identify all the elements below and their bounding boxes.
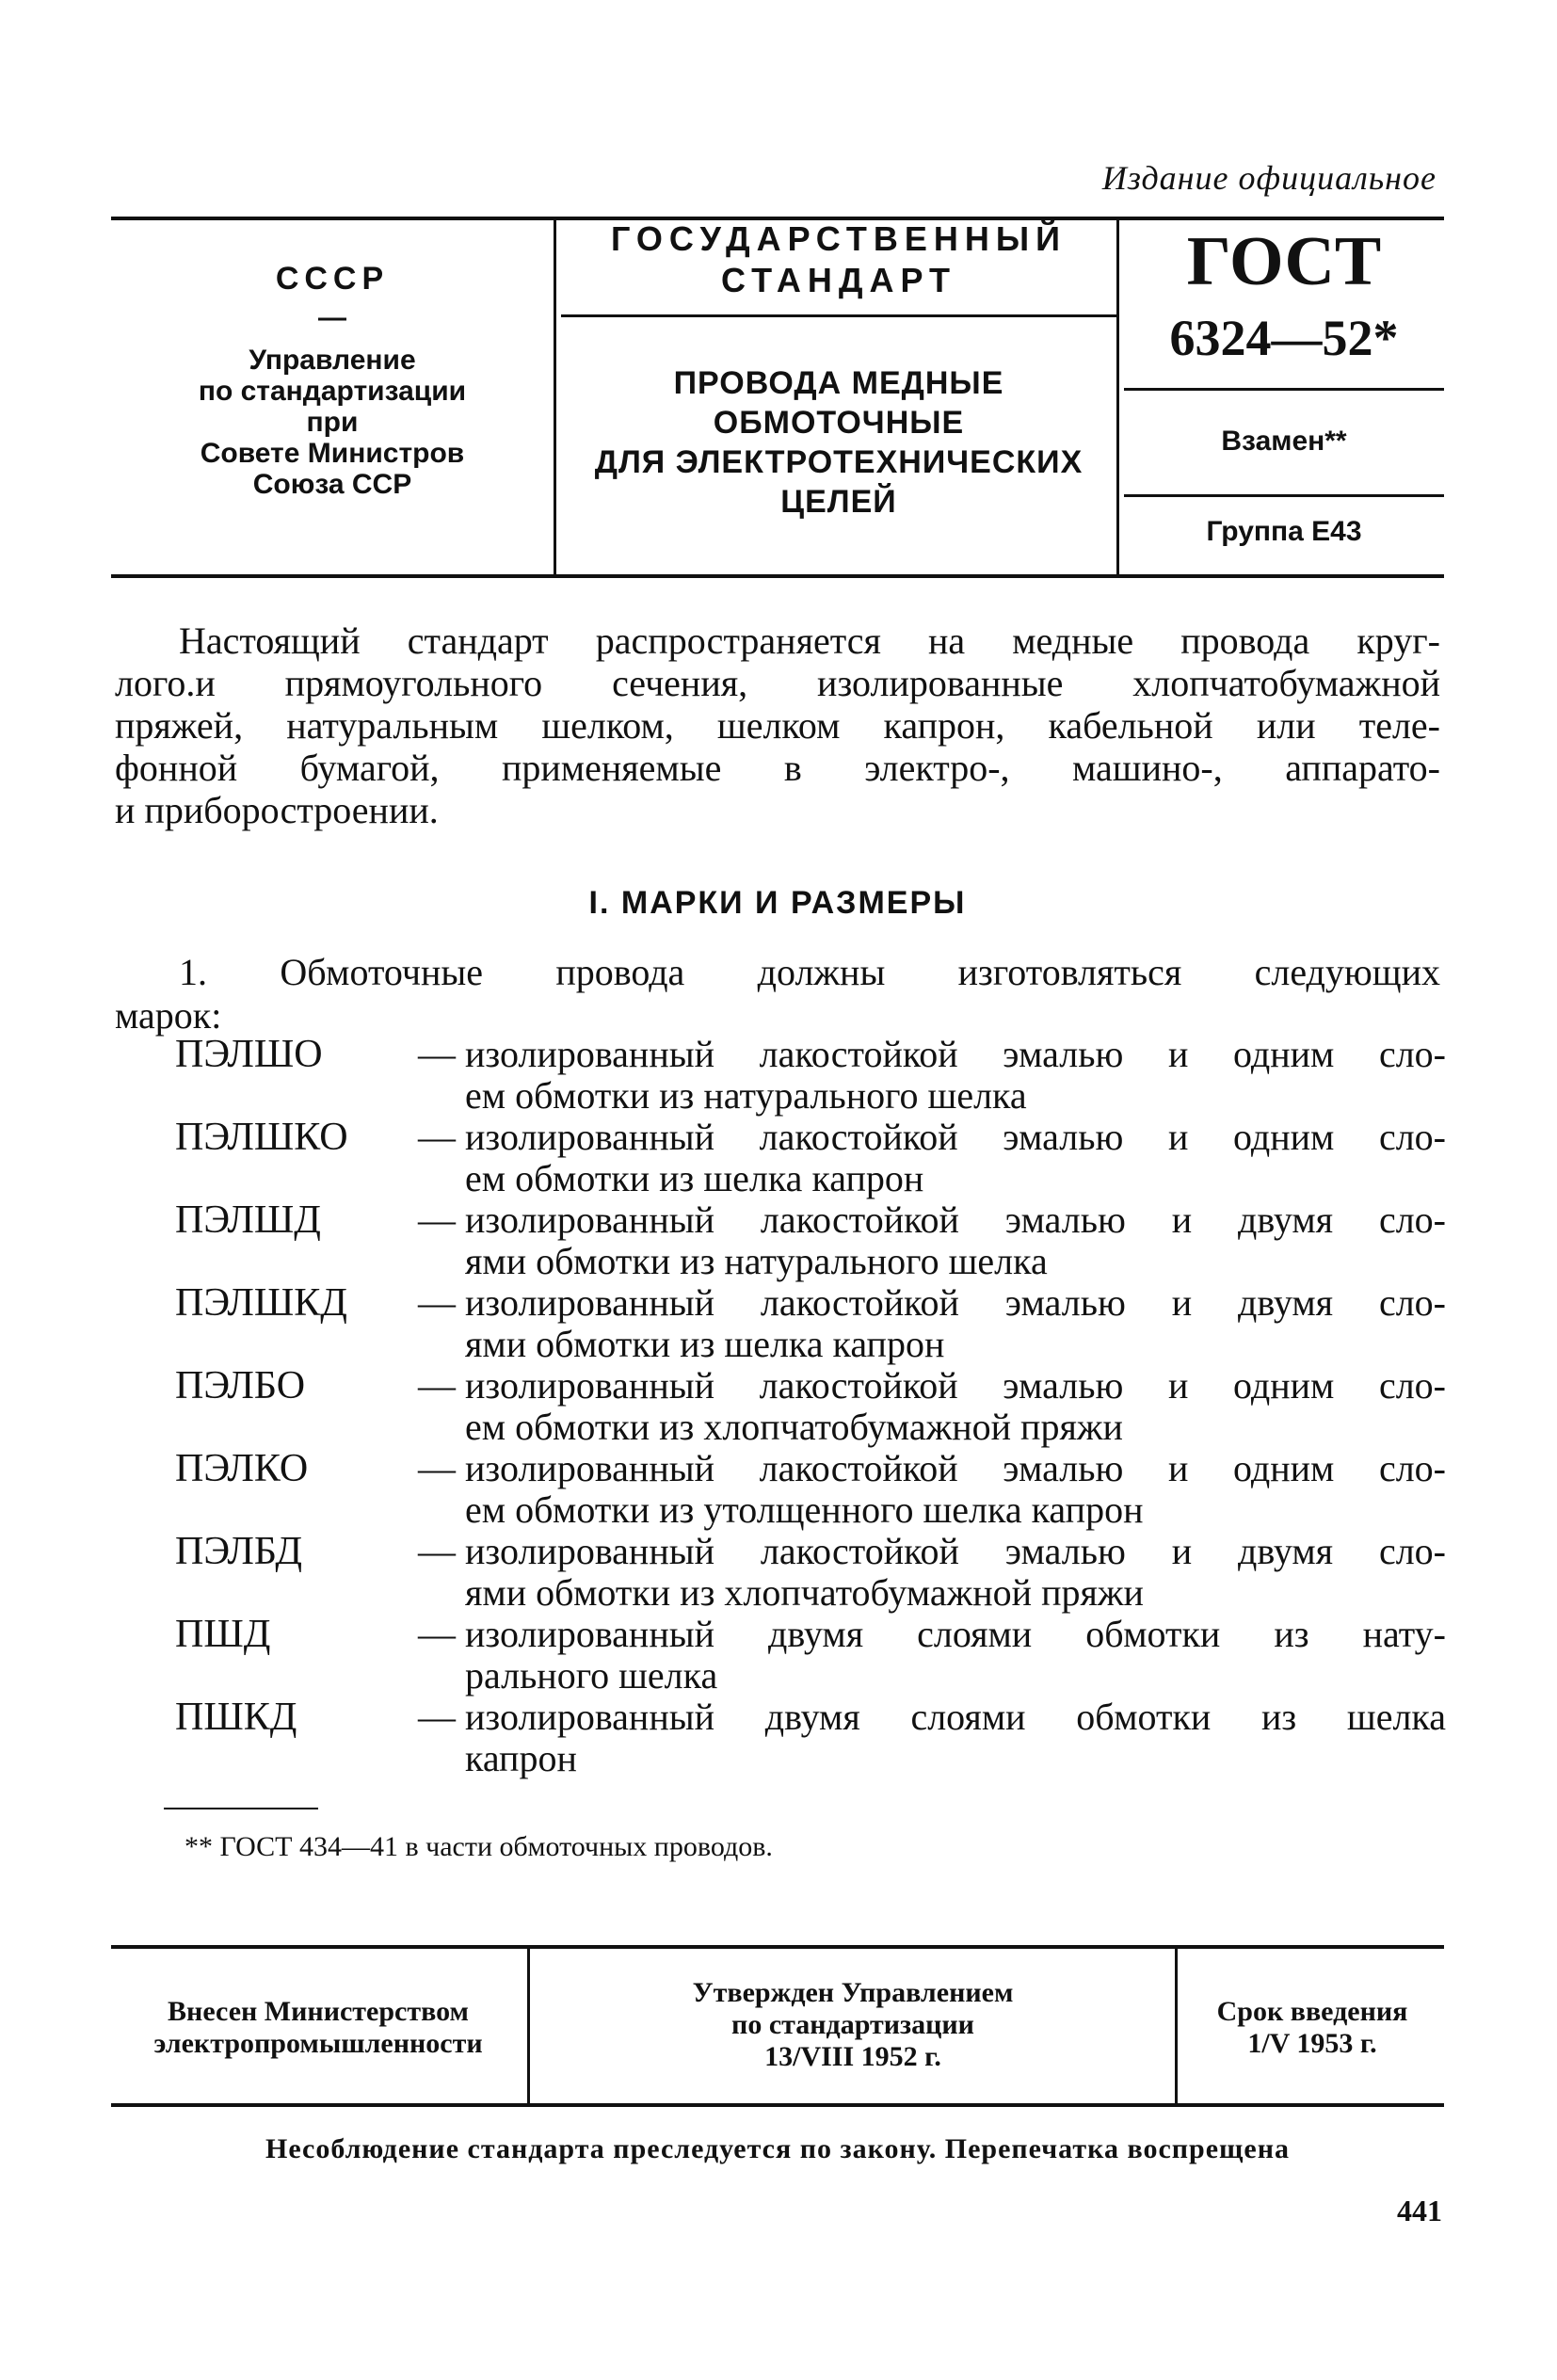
country-dash: — <box>318 302 346 333</box>
introduced-by-line: Внесен Министерством <box>168 1996 469 2027</box>
subject-line: ЦЕЛЕЙ <box>780 484 897 520</box>
mark-description-line: изолированный двумя слоями обмотки из нату- <box>465 1613 1446 1655</box>
mark-dash: — <box>418 1364 456 1407</box>
header-divider-left <box>554 217 556 576</box>
effective-date <box>1180 1996 1444 2060</box>
gost-number: 6324—52* <box>1169 310 1399 366</box>
mark-code: ПШКД <box>175 1696 297 1739</box>
mark-description-line: изолированный лакостойкой эмалью и одним сло- <box>465 1447 1446 1489</box>
authority-line: Управление <box>249 345 416 376</box>
mark-code: ПЭЛШД <box>175 1198 321 1242</box>
intro-line: и приборостроении. <box>115 789 439 831</box>
authority-line: Союза ССР <box>252 469 412 500</box>
footnote: ** ГОСТ 434—41 в части обмоточных проводов. <box>185 1831 773 1862</box>
legal-notice: Несоблюдение стандарта преследуется по закону. Перепечатка воспрещена <box>265 2133 1290 2164</box>
mark-dash: — <box>418 1198 456 1241</box>
intro-line: лого.и прямоугольного сечения, изолированные хлопчатобумажной <box>115 662 1440 704</box>
intro-line: пряжей, натуральным шелком, шелком капрон, кабельной или теле- <box>115 704 1440 747</box>
mark-description-line: рального шелка <box>465 1654 718 1697</box>
mark-description <box>465 1282 1446 1365</box>
mark-description-line: капрон <box>465 1737 577 1779</box>
group-label: Группа Е43 <box>1206 516 1362 547</box>
clause-1-line: 1. Обмоточные провода должны изготовляться следующих <box>179 951 1440 993</box>
bottom-divider-right <box>1175 1945 1178 2107</box>
replaces-label: Взамен** <box>1221 426 1347 457</box>
bottom-divider-left <box>527 1945 530 2107</box>
mark-dash: — <box>418 1696 456 1738</box>
mark-description <box>465 1199 1446 1282</box>
standard-subject <box>561 363 1116 522</box>
mark-dash: — <box>418 1116 456 1158</box>
mark-dash: — <box>418 1281 456 1324</box>
effective-date-line: Срок введения <box>1216 1996 1408 2027</box>
introduced-by <box>111 1996 525 2060</box>
mark-description-line: изолированный двумя слоями обмотки из шелка <box>465 1696 1446 1738</box>
mark-description-line: изолированный лакостойкой эмалью и одним сло- <box>465 1033 1446 1075</box>
mark-description-line: ем обмотки из хлопчатобумажной пряжи <box>465 1406 1123 1448</box>
header-middle-rule <box>561 314 1116 317</box>
subject-line: ОБМОТОЧНЫЕ <box>713 405 965 441</box>
standard-type-line: СТАНДАРТ <box>721 261 956 299</box>
section-title: I. МАРКИ И РАЗМЕРЫ <box>588 885 967 921</box>
intro-line: фонной бумагой, применяемые в электро-, машино-, аппарато- <box>115 747 1440 789</box>
mark-description-line: ями обмотки из шелка капрон <box>465 1323 945 1365</box>
country-label: СССР <box>275 261 390 297</box>
mark-code: ПЭЛШКД <box>175 1281 347 1325</box>
authority-line: Совете Министров <box>200 438 465 469</box>
mark-description-line: изолированный лакостойкой эмалью и одним сло- <box>465 1116 1446 1158</box>
introduced-by-line: электропромышленности <box>153 2028 483 2059</box>
mark-description <box>465 1697 1446 1779</box>
mark-description-line: ями обмотки из хлопчатобумажной пряжи <box>465 1571 1144 1614</box>
standard-type <box>561 218 1116 301</box>
mark-dash: — <box>418 1530 456 1572</box>
mark-description <box>465 1448 1446 1531</box>
mark-code: ПЭЛБД <box>175 1530 303 1573</box>
subject-line: ПРОВОДА МЕДНЫЕ <box>673 365 1004 401</box>
mark-description-line: ями обмотки из натурального шелка <box>465 1240 1048 1282</box>
authority-line: при <box>306 407 359 438</box>
intro-line: Настоящий стандарт распространяется на медные провода круг- <box>179 619 1440 662</box>
header-right-rule-1 <box>1124 388 1444 391</box>
mark-description-line: изолированный лакостойкой эмалью и двумя сло- <box>465 1530 1446 1572</box>
mark-description-line: ем обмотки из шелка капрон <box>465 1157 924 1199</box>
mark-description <box>465 1117 1446 1199</box>
mark-description-line: изолированный лакостойкой эмалью и одним сло- <box>465 1364 1446 1407</box>
mark-code: ПЭЛШО <box>175 1033 323 1076</box>
effective-date-line: 1/V 1953 г. <box>1247 2028 1377 2059</box>
mark-dash: — <box>418 1447 456 1489</box>
mark-dash: — <box>418 1613 456 1655</box>
approved-by-line: по стандартизации <box>731 2009 974 2040</box>
header-divider-right <box>1116 217 1119 576</box>
mark-description <box>465 1531 1446 1614</box>
intro-paragraph <box>115 619 1440 831</box>
mark-description-line: изолированный лакостойкой эмалью и двумя сло- <box>465 1281 1446 1324</box>
edition-label: Издание официальное <box>1101 159 1437 197</box>
mark-description <box>465 1034 1446 1117</box>
clause-1-line: марок: <box>115 994 222 1037</box>
mark-description <box>465 1365 1446 1448</box>
mark-description-line: ем обмотки из утолщенного шелка капрон <box>465 1488 1144 1531</box>
mark-description-line: ем обмотки из натурального шелка <box>465 1074 1027 1117</box>
subject-line: ДЛЯ ЭЛЕКТРОТЕХНИЧЕСКИХ <box>594 444 1083 480</box>
mark-dash: — <box>418 1033 456 1075</box>
issuing-authority <box>111 261 554 500</box>
clause-1 <box>115 951 1440 1037</box>
approved-by-line: 13/VIII 1952 г. <box>764 2041 941 2072</box>
mark-description-line: изолированный лакостойкой эмалью и двумя сло- <box>465 1198 1446 1241</box>
header-right-rule-2 <box>1124 494 1444 497</box>
mark-code: ПЭЛКО <box>175 1447 309 1490</box>
header-bottom-rule <box>111 574 1444 578</box>
standard-type-line: ГОСУДАРСТВЕННЫЙ <box>610 219 1067 258</box>
bottom-box-bottom-rule <box>111 2103 1444 2107</box>
approved-by-line: Утвержден Управлением <box>692 1977 1014 2008</box>
bottom-box-top-rule <box>111 1945 1444 1949</box>
approved-by <box>533 1977 1173 2073</box>
mark-code: ПШД <box>175 1613 271 1656</box>
authority-line: по стандартизации <box>198 376 467 407</box>
mark-code: ПЭЛБО <box>175 1364 306 1407</box>
page-number: 441 <box>1397 2194 1442 2227</box>
gost-label: ГОСТ <box>1186 223 1382 300</box>
mark-code: ПЭЛШКО <box>175 1116 348 1159</box>
footnote-rule <box>164 1808 318 1809</box>
mark-description <box>465 1614 1446 1697</box>
